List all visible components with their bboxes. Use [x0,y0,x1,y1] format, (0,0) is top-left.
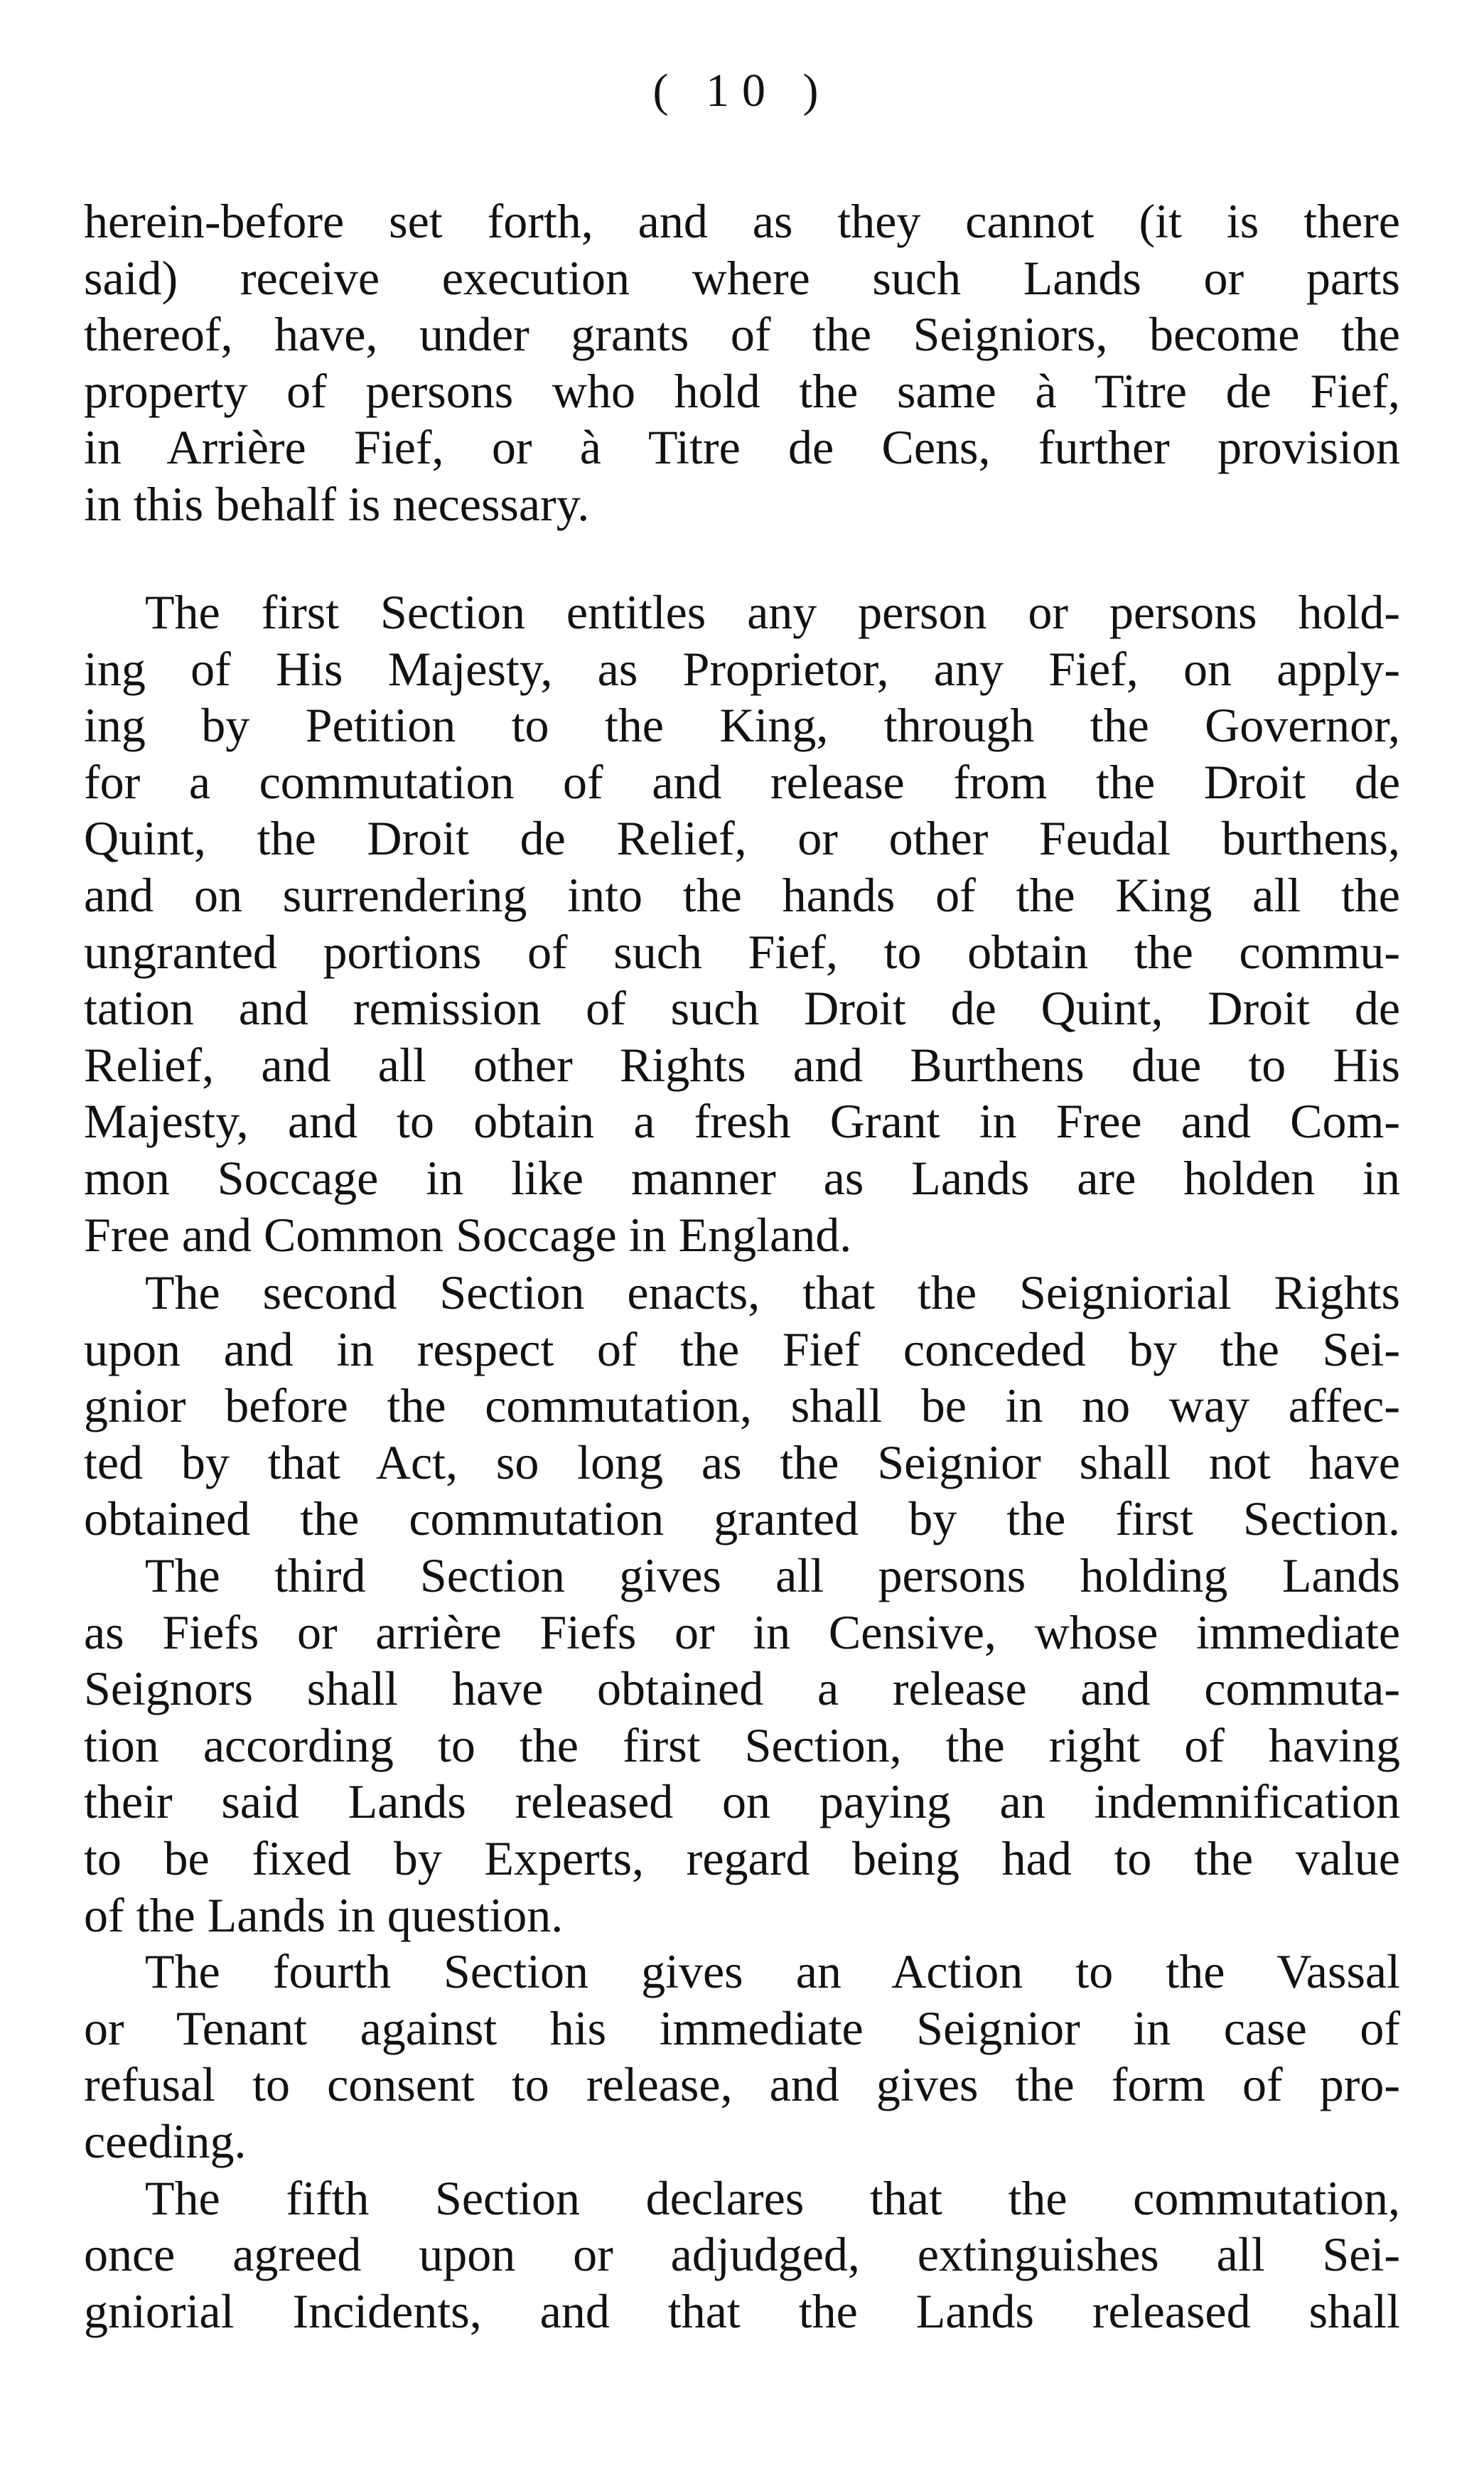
text-line: The second Section enacts, that the Seigniorial Rights [145,1265,1400,1319]
text-line: property of persons who hold the same à Titre de Fief, [84,363,1400,418]
text-line: The fourth Section gives an Action to the Vassal [145,1944,1400,1999]
page-number: ( 10 ) [652,65,832,117]
text-line: Free and Common Soccage in England. [84,1207,852,1262]
text-line: The third Section gives all persons holding Lands [145,1548,1400,1602]
text-line: in Arrière Fief, or à Titre de Cens, further provision [84,420,1400,475]
text-line: or Tenant against his immediate Seignior in case of [84,2000,1400,2055]
text-line: herein-before set forth, and as they cannot (it is there [84,194,1400,248]
text-line: gnior before the commutation, shall be in no way affec- [84,1378,1400,1433]
text-line: of the Lands in question. [84,1887,564,1942]
text-line: to be fixed by Experts, regard being had to the value [84,1831,1400,1885]
text-line: upon and in respect of the Fief conceded by the Sei- [84,1322,1400,1376]
text-line: their said Lands released on paying an indemnification [84,1774,1400,1829]
text-line: Relief, and all other Rights and Burthens due to His [84,1037,1400,1092]
paragraph-group [84,1265,1400,2340]
text-line: ted by that Act, so long as the Seignior shall not have [84,1435,1400,1489]
text-line: obtained the commutation granted by the first Section. [84,1491,1400,1546]
text-line: The first Section entitles any person or persons hold- [145,585,1400,639]
text-line: tation and remission of such Droit de Quint, Droit de [84,981,1400,1036]
text-line: once agreed upon or adjudged, extinguishes all Sei- [84,2227,1400,2282]
text-line: Seignors shall have obtained a release and commuta- [84,1661,1400,1716]
text-line: as Fiefs or arrière Fiefs or in Censive, whose immediate [84,1604,1400,1659]
text-line: tion according to the first Section, the right of having [84,1718,1400,1772]
text-line: and on surrendering into the hands of the King all the [84,867,1400,922]
text-line: refusal to consent to release, and gives the form of pro- [84,2057,1400,2112]
text-line: for a commutation of and release from the Droit de [84,754,1400,809]
paragraph-first-section [84,584,1400,1263]
text-line: ing of His Majesty, as Proprietor, any Fief, on apply- [84,641,1400,696]
text-line: mon Soccage in like manner as Lands are holden in [84,1150,1400,1205]
text-line: ing by Petition to the King, through the Governor, [84,698,1400,753]
text-line: gniorial Incidents, and that the Lands released shall [84,2283,1400,2338]
text-line: The fifth Section declares that the commutation, [145,2170,1400,2225]
text-line: ungranted portions of such Fief, to obtain the commu- [84,924,1400,979]
text-line: ceeding. [84,2113,247,2168]
text-line: said) receive execution where such Lands or parts [84,250,1400,305]
text-line: in this behalf is necessary. [84,476,590,531]
text-line: Quint, the Droit de Relief, or other Feudal burthens, [84,811,1400,866]
text-line: thereof, have, under grants of the Seigniors, become the [84,307,1400,362]
text-line: Majesty, and to obtain a fresh Grant in Free and Com- [84,1094,1400,1149]
paragraph-continuation [84,193,1400,533]
